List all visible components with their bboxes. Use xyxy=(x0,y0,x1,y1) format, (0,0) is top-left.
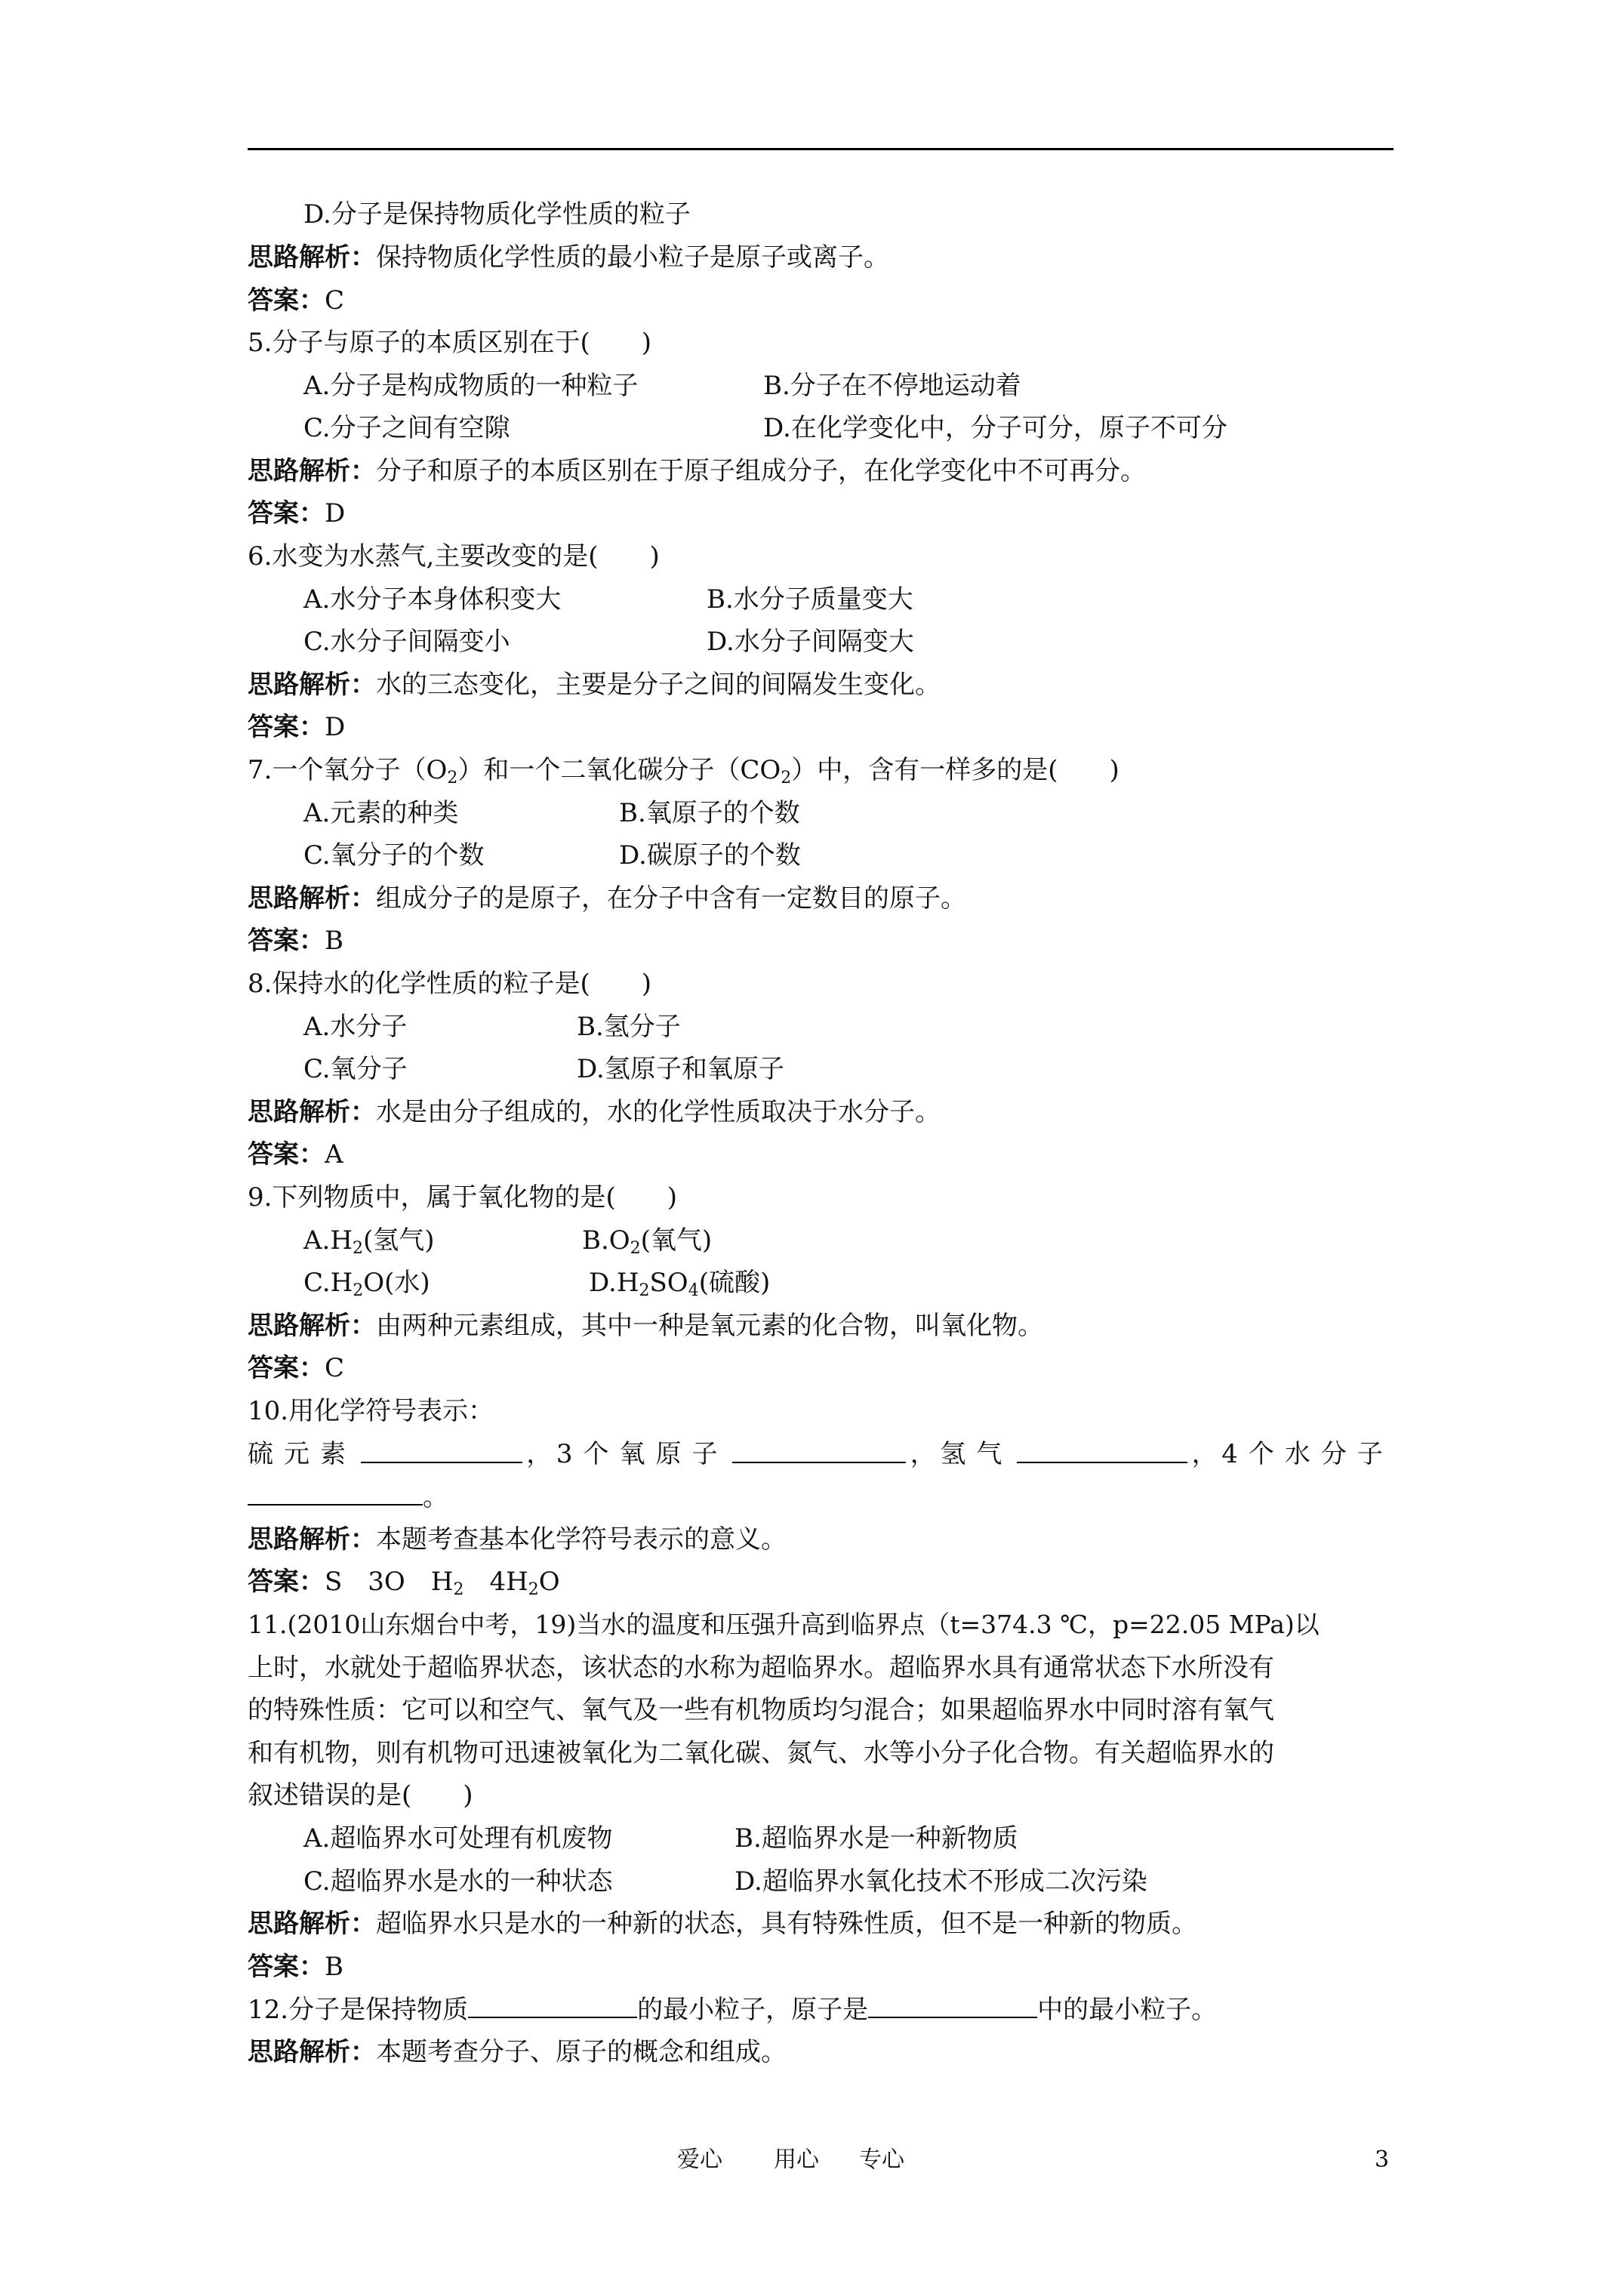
header-rule xyxy=(248,148,1394,150)
q10-part3: 氢气 xyxy=(940,1439,1013,1469)
answer-blank[interactable] xyxy=(868,1994,1037,2018)
answer-value: 4H xyxy=(463,1567,528,1597)
q6-option-b: B.水分子质量变大 xyxy=(707,584,913,615)
q9-option-a xyxy=(303,1225,435,1256)
answer-value: B xyxy=(325,1952,343,1982)
q10-part1: 硫元素 xyxy=(248,1439,356,1469)
q6-option-c: C.水分子间隔变小 xyxy=(303,627,510,657)
q9-option-c xyxy=(303,1268,430,1298)
q11-option-b: B.超临界水是一种新物质 xyxy=(735,1823,1018,1854)
q11-option-a: A.超临界水可处理有机废物 xyxy=(303,1823,613,1854)
q7-stem-part: 7.一个氧分子（O xyxy=(248,755,448,785)
analysis-label: 思路解析： xyxy=(248,456,376,486)
analysis-text: 本题考查分子、原子的概念和组成。 xyxy=(376,2037,787,2067)
q10-answer xyxy=(248,1567,560,1597)
q9-option-d xyxy=(589,1268,770,1298)
q5-stem: 5.分子与原子的本质区别在于( ) xyxy=(248,328,651,358)
q10-sep: ， xyxy=(910,1439,936,1469)
answer-value: D xyxy=(325,498,346,529)
q5-answer xyxy=(248,498,345,529)
q7-option-b: B.氧原子的个数 xyxy=(619,798,800,828)
analysis-text: 由两种元素组成，其中一种是氧元素的化合物，叫氧化物。 xyxy=(376,1311,1043,1341)
q5-option-a: A.分子是构成物质的一种粒子 xyxy=(303,371,639,401)
q11-answer xyxy=(248,1952,343,1982)
answer-label: 答案： xyxy=(248,498,325,529)
q8-answer xyxy=(248,1139,343,1170)
analysis-text: 分子和原子的本质区别在于原子组成分子，在化学变化中不可再分。 xyxy=(376,456,1146,486)
answer-value: C xyxy=(325,1353,345,1383)
q11-option-c: C.超临界水是水的一种状态 xyxy=(303,1866,613,1897)
answer-blank[interactable] xyxy=(732,1439,906,1463)
formula-part: SO xyxy=(649,1268,688,1298)
q8-option-b: B.氢分子 xyxy=(577,1012,681,1042)
q9-option-b xyxy=(582,1225,712,1256)
q7-stem xyxy=(248,755,1119,785)
answer-blank[interactable] xyxy=(248,1481,423,1505)
formula-part: C.H xyxy=(303,1268,353,1298)
analysis-text: 水的三态变化，主要是分子之间的间隔发生变化。 xyxy=(376,670,941,700)
q12-stem-part: 12.分子是保持物质 xyxy=(248,1995,469,2025)
analysis-text: 组成分子的是原子，在分子中含有一定数目的原子。 xyxy=(376,883,966,914)
q7-option-c: C.氧分子的个数 xyxy=(303,840,485,871)
q6-option-d: D.水分子间隔变大 xyxy=(707,627,914,657)
answer-value: A xyxy=(325,1139,343,1170)
footer-motto-2: 用心 xyxy=(774,2147,819,2173)
q7-option-a: A.元素的种类 xyxy=(303,798,459,828)
analysis-text: 超临界水只是水的一种新的状态，具有特殊性质，但不是一种新的物质。 xyxy=(376,1909,1197,1939)
formula-part: (氢气) xyxy=(363,1225,435,1256)
answer-value: C xyxy=(325,285,345,316)
q12-stem-part: 的最小粒子，原子是 xyxy=(637,1995,869,2025)
answer-value: S 3O H xyxy=(325,1567,454,1597)
q12-analysis xyxy=(248,2037,787,2067)
answer-label: 答案： xyxy=(248,1567,325,1597)
answer-label: 答案： xyxy=(248,285,325,316)
q6-option-a: A.水分子本身体积变大 xyxy=(303,584,562,615)
answer-label: 答案： xyxy=(248,712,325,742)
q10-part2: 3个氧原子 xyxy=(556,1439,728,1469)
subscript: 2 xyxy=(528,1580,539,1599)
answer-label: 答案： xyxy=(248,1139,325,1170)
analysis-text: 保持物质化学性质的最小粒子是原子或离子。 xyxy=(376,242,889,273)
q9-stem: 9.下列物质中，属于氧化物的是( ) xyxy=(248,1182,677,1213)
q10-analysis xyxy=(248,1524,787,1555)
q4-analysis xyxy=(248,242,889,273)
analysis-label: 思路解析： xyxy=(248,2037,376,2067)
q10-sep: ， xyxy=(1191,1439,1218,1469)
q5-option-d: D.在化学变化中，分子可分，原子不可分 xyxy=(763,413,1227,443)
analysis-label: 思路解析： xyxy=(248,670,376,700)
q7-answer xyxy=(248,926,343,956)
q6-analysis xyxy=(248,670,941,700)
subscript: 2 xyxy=(781,769,792,787)
q5-option-b: B.分子在不停地运动着 xyxy=(763,371,1021,401)
subscript: 2 xyxy=(353,1239,364,1258)
analysis-label: 思路解析： xyxy=(248,1524,376,1555)
q6-answer xyxy=(248,712,345,742)
formula-part: B.O xyxy=(582,1225,630,1256)
analysis-label: 思路解析： xyxy=(248,883,376,914)
q11-stem-line1: 11.(2010山东烟台中考，19)当水的温度和压强升高到临界点（t=374.3 ℃，p=22.05 MPa)以 xyxy=(248,1610,1320,1639)
q11-option-d: D.超临界水氧化技术不形成二次污染 xyxy=(735,1866,1147,1897)
q10-end: 。 xyxy=(423,1482,448,1512)
q11-stem-line2: 上时，水就处于超临界状态，该状态的水称为超临界水。超临界水具有通常状态下水所没有 xyxy=(248,1653,1274,1683)
formula-part: (硫酸) xyxy=(698,1268,771,1298)
q5-analysis xyxy=(248,456,1146,486)
q8-analysis xyxy=(248,1097,941,1127)
answer-value: B xyxy=(325,926,343,956)
q7-analysis xyxy=(248,883,966,914)
q11-analysis xyxy=(248,1909,1197,1939)
page-number: 3 xyxy=(1375,2147,1390,2173)
q11-stem-line3: 的特殊性质：它可以和空气、氧气及一些有机物质均匀混合；如果超临界水中同时溶有氧气 xyxy=(248,1695,1274,1725)
subscript: 2 xyxy=(630,1239,641,1258)
formula-part: O(水) xyxy=(363,1268,430,1298)
q7-option-d: D.碳原子的个数 xyxy=(619,840,801,871)
q11-stem-line4: 和有机物，则有机物可迅速被氧化为二氧化碳、氮气、水等小分子化合物。有关超临界水的 xyxy=(248,1738,1274,1768)
q10-part4: 4个水分子 xyxy=(1221,1439,1394,1469)
q8-stem: 8.保持水的化学性质的粒子是( ) xyxy=(248,969,651,999)
q10-stem: 10.用化学符号表示： xyxy=(248,1396,494,1426)
analysis-label: 思路解析： xyxy=(248,1097,376,1127)
analysis-text: 水是由分子组成的，水的化学性质取决于水分子。 xyxy=(376,1097,941,1127)
subscript: 4 xyxy=(688,1281,699,1300)
q9-answer xyxy=(248,1353,344,1383)
q8-option-a: A.水分子 xyxy=(303,1012,408,1042)
answer-blank[interactable] xyxy=(361,1439,522,1463)
q4-option-d: D.分子是保持物质化学性质的粒子 xyxy=(303,199,691,230)
answer-label: 答案： xyxy=(248,926,325,956)
q6-stem: 6.水变为水蒸气,主要改变的是( ) xyxy=(248,541,660,572)
analysis-label: 思路解析： xyxy=(248,1909,376,1939)
q10-sep: ， xyxy=(526,1439,553,1469)
analysis-label: 思路解析： xyxy=(248,242,376,273)
q12-stem xyxy=(248,1994,1217,2025)
subscript: 2 xyxy=(639,1281,650,1300)
answer-blank[interactable] xyxy=(1017,1439,1187,1463)
formula-part: D.H xyxy=(589,1268,639,1298)
subscript: 2 xyxy=(353,1281,364,1300)
q10-fill-line-2 xyxy=(248,1481,448,1512)
footer-motto-3: 专心 xyxy=(859,2147,904,2173)
q11-stem-line5: 叙述错误的是( ) xyxy=(248,1780,473,1811)
q5-option-c: C.分子之间有空隙 xyxy=(303,413,510,443)
answer-blank[interactable] xyxy=(468,1994,637,2018)
analysis-label: 思路解析： xyxy=(248,1311,376,1341)
formula-part: A.H xyxy=(303,1225,353,1256)
answer-label: 答案： xyxy=(248,1353,325,1383)
subscript: 2 xyxy=(453,1580,464,1599)
answer-value: O xyxy=(538,1567,560,1597)
formula-part: (氧气) xyxy=(640,1225,713,1256)
q7-stem-part: ）中，含有一样多的是( ) xyxy=(791,755,1119,785)
footer-motto-1: 爱心 xyxy=(677,2147,722,2173)
answer-label: 答案： xyxy=(248,1952,325,1982)
q10-fill-line xyxy=(248,1439,1394,1469)
q7-stem-part: ）和一个二氧化碳分子（CO xyxy=(457,755,781,785)
answer-value: D xyxy=(325,712,346,742)
q8-option-d: D.氢原子和氧原子 xyxy=(577,1054,784,1084)
q8-option-c: C.氧分子 xyxy=(303,1054,408,1084)
q9-analysis xyxy=(248,1311,1043,1341)
q12-stem-part: 中的最小粒子。 xyxy=(1037,1995,1218,2025)
q4-answer xyxy=(248,285,344,316)
analysis-text: 本题考查基本化学符号表示的意义。 xyxy=(376,1524,787,1555)
subscript: 2 xyxy=(447,769,458,787)
